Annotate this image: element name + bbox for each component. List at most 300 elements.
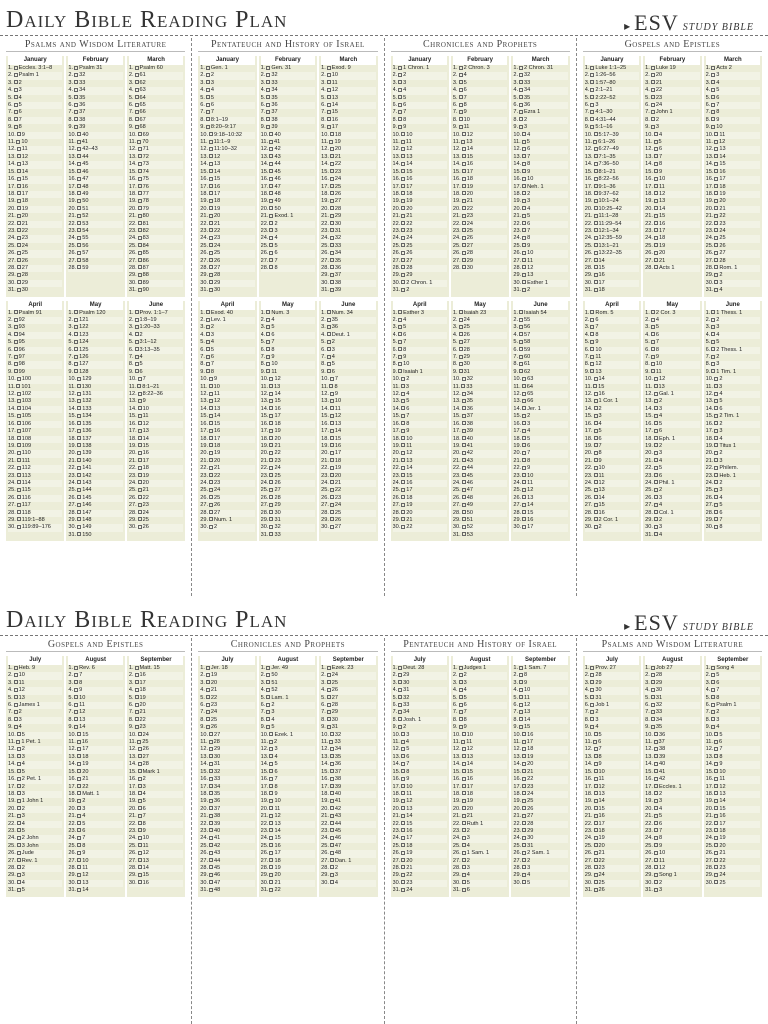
checkbox-icon[interactable]: [77, 814, 81, 818]
checkbox-icon[interactable]: [269, 480, 273, 484]
checkbox-icon[interactable]: [522, 754, 526, 758]
checkbox-icon[interactable]: [654, 532, 658, 536]
checkbox-icon[interactable]: [522, 206, 526, 210]
checkbox-icon[interactable]: [401, 258, 405, 262]
checkbox-icon[interactable]: [327, 110, 331, 114]
checkbox-icon[interactable]: [269, 177, 273, 181]
checkbox-icon[interactable]: [522, 473, 526, 477]
checkbox-icon[interactable]: [138, 525, 142, 529]
checkbox-icon[interactable]: [17, 199, 21, 203]
checkbox-icon[interactable]: [138, 754, 142, 758]
checkbox-icon[interactable]: [266, 310, 270, 314]
checkbox-icon[interactable]: [74, 95, 78, 99]
checkbox-icon[interactable]: [654, 162, 658, 166]
checkbox-icon[interactable]: [327, 355, 331, 359]
checkbox-icon[interactable]: [135, 666, 139, 670]
checkbox-icon[interactable]: [16, 140, 20, 144]
checkbox-icon[interactable]: [462, 458, 466, 462]
checkbox-icon[interactable]: [519, 725, 523, 729]
checkbox-icon[interactable]: [714, 258, 718, 262]
checkbox-icon[interactable]: [398, 369, 402, 373]
checkbox-icon[interactable]: [17, 451, 21, 455]
checkbox-icon[interactable]: [266, 347, 270, 351]
checkbox-icon[interactable]: [138, 747, 142, 751]
checkbox-icon[interactable]: [594, 769, 598, 773]
checkbox-icon[interactable]: [522, 777, 526, 781]
checkbox-icon[interactable]: [74, 703, 78, 707]
checkbox-icon[interactable]: [651, 80, 655, 84]
checkbox-icon[interactable]: [522, 451, 526, 455]
checkbox-icon[interactable]: [459, 103, 463, 107]
checkbox-icon[interactable]: [330, 184, 334, 188]
checkbox-icon[interactable]: [135, 318, 139, 322]
checkbox-icon[interactable]: [74, 717, 78, 721]
checkbox-icon[interactable]: [398, 95, 402, 99]
checkbox-icon[interactable]: [462, 236, 466, 240]
checkbox-icon[interactable]: [590, 673, 594, 677]
checkbox-icon[interactable]: [654, 154, 658, 158]
checkbox-icon[interactable]: [398, 703, 402, 707]
checkbox-icon[interactable]: [590, 325, 594, 329]
checkbox-icon[interactable]: [590, 110, 594, 114]
checkbox-icon[interactable]: [209, 414, 213, 418]
checkbox-icon[interactable]: [266, 717, 270, 721]
checkbox-icon[interactable]: [77, 399, 81, 403]
checkbox-icon[interactable]: [330, 495, 334, 499]
checkbox-icon[interactable]: [590, 125, 594, 129]
checkbox-icon[interactable]: [714, 243, 718, 247]
checkbox-icon[interactable]: [77, 769, 81, 773]
checkbox-icon[interactable]: [209, 384, 213, 388]
checkbox-icon[interactable]: [654, 251, 658, 255]
checkbox-icon[interactable]: [651, 95, 655, 99]
checkbox-icon[interactable]: [594, 265, 598, 269]
checkbox-icon[interactable]: [266, 666, 270, 670]
checkbox-icon[interactable]: [401, 191, 405, 195]
checkbox-icon[interactable]: [462, 265, 466, 269]
checkbox-icon[interactable]: [77, 888, 81, 892]
checkbox-icon[interactable]: [329, 740, 333, 744]
checkbox-icon[interactable]: [714, 162, 718, 166]
checkbox-icon[interactable]: [711, 103, 715, 107]
checkbox-icon[interactable]: [401, 458, 405, 462]
checkbox-icon[interactable]: [77, 488, 81, 492]
checkbox-icon[interactable]: [594, 436, 598, 440]
checkbox-icon[interactable]: [135, 103, 139, 107]
checkbox-icon[interactable]: [138, 258, 142, 262]
checkbox-icon[interactable]: [522, 191, 526, 195]
checkbox-icon[interactable]: [17, 495, 21, 499]
checkbox-icon[interactable]: [74, 673, 78, 677]
checkbox-icon[interactable]: [401, 280, 405, 284]
checkbox-icon[interactable]: [714, 154, 718, 158]
checkbox-icon[interactable]: [651, 318, 655, 322]
checkbox-icon[interactable]: [209, 858, 213, 862]
checkbox-icon[interactable]: [522, 421, 526, 425]
checkbox-icon[interactable]: [594, 806, 598, 810]
checkbox-icon[interactable]: [327, 717, 331, 721]
checkbox-icon[interactable]: [17, 784, 21, 788]
checkbox-icon[interactable]: [206, 355, 210, 359]
checkbox-icon[interactable]: [269, 851, 273, 855]
checkbox-icon[interactable]: [459, 703, 463, 707]
checkbox-icon[interactable]: [269, 732, 273, 736]
checkbox-icon[interactable]: [138, 503, 142, 507]
checkbox-icon[interactable]: [135, 673, 139, 677]
checkbox-icon[interactable]: [269, 791, 273, 795]
checkbox-icon[interactable]: [330, 147, 334, 151]
checkbox-icon[interactable]: [17, 828, 21, 832]
checkbox-icon[interactable]: [714, 784, 718, 788]
checkbox-icon[interactable]: [138, 377, 142, 381]
checkbox-icon[interactable]: [266, 355, 270, 359]
checkbox-icon[interactable]: [594, 777, 598, 781]
checkbox-icon[interactable]: [269, 754, 273, 758]
checkbox-icon[interactable]: [711, 66, 715, 70]
checkbox-icon[interactable]: [74, 362, 78, 366]
checkbox-icon[interactable]: [714, 473, 718, 477]
checkbox-icon[interactable]: [14, 318, 18, 322]
checkbox-icon[interactable]: [401, 147, 405, 151]
checkbox-icon[interactable]: [462, 747, 466, 751]
checkbox-icon[interactable]: [714, 414, 718, 418]
checkbox-icon[interactable]: [209, 510, 213, 514]
checkbox-icon[interactable]: [714, 732, 718, 736]
checkbox-icon[interactable]: [462, 517, 466, 521]
checkbox-icon[interactable]: [77, 836, 81, 840]
checkbox-icon[interactable]: [462, 480, 466, 484]
checkbox-icon[interactable]: [519, 666, 523, 670]
checkbox-icon[interactable]: [654, 503, 658, 507]
checkbox-icon[interactable]: [462, 399, 466, 403]
checkbox-icon[interactable]: [77, 851, 81, 855]
checkbox-icon[interactable]: [461, 384, 465, 388]
checkbox-icon[interactable]: [519, 362, 523, 366]
checkbox-icon[interactable]: [462, 754, 466, 758]
checkbox-icon[interactable]: [266, 66, 270, 70]
checkbox-icon[interactable]: [17, 429, 21, 433]
checkbox-icon[interactable]: [327, 369, 331, 373]
checkbox-icon[interactable]: [401, 273, 405, 277]
checkbox-icon[interactable]: [74, 110, 78, 114]
checkbox-icon[interactable]: [459, 110, 463, 114]
checkbox-icon[interactable]: [74, 73, 78, 77]
checkbox-icon[interactable]: [714, 140, 718, 144]
checkbox-icon[interactable]: [17, 762, 21, 766]
checkbox-icon[interactable]: [462, 799, 466, 803]
checkbox-icon[interactable]: [401, 880, 405, 884]
checkbox-icon[interactable]: [593, 740, 597, 744]
checkbox-icon[interactable]: [714, 510, 718, 514]
checkbox-icon[interactable]: [327, 88, 331, 92]
checkbox-icon[interactable]: [327, 340, 331, 344]
checkbox-icon[interactable]: [401, 228, 405, 232]
checkbox-icon[interactable]: [77, 777, 81, 781]
checkbox-icon[interactable]: [714, 265, 718, 269]
checkbox-icon[interactable]: [594, 169, 598, 173]
checkbox-icon[interactable]: [77, 132, 81, 136]
checkbox-icon[interactable]: [522, 280, 526, 284]
checkbox-icon[interactable]: [398, 117, 402, 121]
checkbox-icon[interactable]: [714, 777, 718, 781]
checkbox-icon[interactable]: [14, 688, 18, 692]
checkbox-icon[interactable]: [462, 228, 466, 232]
checkbox-icon[interactable]: [398, 310, 402, 314]
checkbox-icon[interactable]: [711, 680, 715, 684]
checkbox-icon[interactable]: [654, 473, 658, 477]
checkbox-icon[interactable]: [266, 80, 270, 84]
checkbox-icon[interactable]: [462, 206, 466, 210]
checkbox-icon[interactable]: [651, 666, 655, 670]
checkbox-icon[interactable]: [594, 858, 598, 862]
checkbox-icon[interactable]: [330, 399, 334, 403]
checkbox-icon[interactable]: [77, 754, 81, 758]
checkbox-icon[interactable]: [462, 888, 466, 892]
checkbox-icon[interactable]: [206, 347, 210, 351]
checkbox-icon[interactable]: [651, 717, 655, 721]
checkbox-icon[interactable]: [590, 355, 594, 359]
checkbox-icon[interactable]: [398, 73, 402, 77]
checkbox-icon[interactable]: [714, 517, 718, 521]
checkbox-icon[interactable]: [714, 762, 718, 766]
checkbox-icon[interactable]: [209, 288, 213, 292]
checkbox-icon[interactable]: [330, 814, 334, 818]
checkbox-icon[interactable]: [266, 688, 270, 692]
checkbox-icon[interactable]: [327, 80, 331, 84]
checkbox-icon[interactable]: [459, 125, 463, 129]
checkbox-icon[interactable]: [522, 517, 526, 521]
checkbox-icon[interactable]: [209, 747, 213, 751]
checkbox-icon[interactable]: [651, 695, 655, 699]
checkbox-icon[interactable]: [594, 821, 598, 825]
checkbox-icon[interactable]: [522, 399, 526, 403]
checkbox-icon[interactable]: [138, 243, 142, 247]
checkbox-icon[interactable]: [711, 695, 715, 699]
checkbox-icon[interactable]: [17, 754, 21, 758]
checkbox-icon[interactable]: [138, 517, 142, 521]
checkbox-icon[interactable]: [209, 154, 213, 158]
checkbox-icon[interactable]: [459, 695, 463, 699]
checkbox-icon[interactable]: [17, 769, 21, 773]
checkbox-icon[interactable]: [522, 140, 526, 144]
checkbox-icon[interactable]: [74, 340, 78, 344]
checkbox-icon[interactable]: [401, 154, 405, 158]
checkbox-icon[interactable]: [330, 443, 334, 447]
checkbox-icon[interactable]: [711, 717, 715, 721]
checkbox-icon[interactable]: [135, 80, 139, 84]
checkbox-icon[interactable]: [654, 140, 658, 144]
checkbox-icon[interactable]: [714, 814, 718, 818]
checkbox-icon[interactable]: [209, 228, 213, 232]
checkbox-icon[interactable]: [269, 747, 273, 751]
checkbox-icon[interactable]: [269, 495, 273, 499]
checkbox-icon[interactable]: [654, 458, 658, 462]
checkbox-icon[interactable]: [401, 169, 405, 173]
checkbox-icon[interactable]: [209, 806, 213, 810]
checkbox-icon[interactable]: [206, 717, 210, 721]
checkbox-icon[interactable]: [206, 310, 210, 314]
checkbox-icon[interactable]: [462, 525, 466, 529]
checkbox-icon[interactable]: [459, 95, 463, 99]
checkbox-icon[interactable]: [77, 214, 81, 218]
checkbox-icon[interactable]: [593, 140, 597, 144]
checkbox-icon[interactable]: [135, 310, 139, 314]
checkbox-icon[interactable]: [462, 177, 466, 181]
checkbox-icon[interactable]: [77, 858, 81, 862]
checkbox-icon[interactable]: [522, 480, 526, 484]
checkbox-icon[interactable]: [714, 436, 718, 440]
checkbox-icon[interactable]: [398, 717, 402, 721]
checkbox-icon[interactable]: [594, 154, 598, 158]
checkbox-icon[interactable]: [401, 740, 405, 744]
checkbox-icon[interactable]: [14, 310, 18, 314]
checkbox-icon[interactable]: [14, 125, 18, 129]
checkbox-icon[interactable]: [269, 214, 273, 218]
checkbox-icon[interactable]: [401, 843, 405, 847]
checkbox-icon[interactable]: [711, 332, 715, 336]
checkbox-icon[interactable]: [462, 732, 466, 736]
checkbox-icon[interactable]: [590, 717, 594, 721]
checkbox-icon[interactable]: [519, 688, 523, 692]
checkbox-icon[interactable]: [651, 66, 655, 70]
checkbox-icon[interactable]: [654, 791, 658, 795]
checkbox-icon[interactable]: [462, 429, 466, 433]
checkbox-icon[interactable]: [266, 362, 270, 366]
checkbox-icon[interactable]: [398, 125, 402, 129]
checkbox-icon[interactable]: [77, 140, 81, 144]
checkbox-icon[interactable]: [590, 318, 594, 322]
checkbox-icon[interactable]: [138, 777, 142, 781]
checkbox-icon[interactable]: [522, 199, 526, 203]
checkbox-icon[interactable]: [269, 799, 273, 803]
checkbox-icon[interactable]: [77, 873, 81, 877]
checkbox-icon[interactable]: [135, 340, 139, 344]
checkbox-icon[interactable]: [330, 799, 334, 803]
checkbox-icon[interactable]: [266, 73, 270, 77]
checkbox-icon[interactable]: [266, 125, 270, 129]
checkbox-icon[interactable]: [651, 332, 655, 336]
checkbox-icon[interactable]: [206, 325, 210, 329]
checkbox-icon[interactable]: [266, 88, 270, 92]
checkbox-icon[interactable]: [206, 318, 210, 322]
checkbox-icon[interactable]: [401, 221, 405, 225]
checkbox-icon[interactable]: [522, 740, 526, 744]
checkbox-icon[interactable]: [522, 799, 526, 803]
checkbox-icon[interactable]: [330, 828, 334, 832]
checkbox-icon[interactable]: [138, 191, 142, 195]
checkbox-icon[interactable]: [654, 399, 658, 403]
checkbox-icon[interactable]: [17, 147, 21, 151]
checkbox-icon[interactable]: [711, 355, 715, 359]
checkbox-icon[interactable]: [522, 177, 526, 181]
checkbox-icon[interactable]: [519, 310, 523, 314]
checkbox-icon[interactable]: [209, 177, 213, 181]
checkbox-icon[interactable]: [269, 806, 273, 810]
checkbox-icon[interactable]: [459, 673, 463, 677]
checkbox-icon[interactable]: [74, 80, 78, 84]
checkbox-icon[interactable]: [519, 103, 523, 107]
checkbox-icon[interactable]: [462, 443, 466, 447]
checkbox-icon[interactable]: [77, 177, 81, 181]
checkbox-icon[interactable]: [522, 836, 526, 840]
checkbox-icon[interactable]: [522, 784, 526, 788]
checkbox-icon[interactable]: [462, 421, 466, 425]
checkbox-icon[interactable]: [459, 117, 463, 121]
checkbox-icon[interactable]: [714, 754, 718, 758]
checkbox-icon[interactable]: [17, 132, 21, 136]
checkbox-icon[interactable]: [590, 80, 594, 84]
checkbox-icon[interactable]: [269, 880, 273, 884]
checkbox-icon[interactable]: [714, 399, 718, 403]
checkbox-icon[interactable]: [77, 251, 81, 255]
checkbox-icon[interactable]: [266, 710, 270, 714]
checkbox-icon[interactable]: [206, 703, 210, 707]
checkbox-icon[interactable]: [138, 406, 142, 410]
checkbox-icon[interactable]: [714, 503, 718, 507]
checkbox-icon[interactable]: [594, 414, 598, 418]
checkbox-icon[interactable]: [138, 177, 142, 181]
checkbox-icon[interactable]: [519, 318, 523, 322]
checkbox-icon[interactable]: [459, 88, 463, 92]
checkbox-icon[interactable]: [327, 703, 331, 707]
checkbox-icon[interactable]: [138, 199, 142, 203]
checkbox-icon[interactable]: [522, 169, 526, 173]
checkbox-icon[interactable]: [77, 458, 81, 462]
checkbox-icon[interactable]: [330, 747, 334, 751]
checkbox-icon[interactable]: [654, 236, 658, 240]
checkbox-icon[interactable]: [209, 280, 213, 284]
checkbox-icon[interactable]: [269, 466, 273, 470]
checkbox-icon[interactable]: [77, 806, 81, 810]
checkbox-icon[interactable]: [138, 414, 142, 418]
checkbox-icon[interactable]: [138, 865, 142, 869]
checkbox-icon[interactable]: [654, 228, 658, 232]
checkbox-icon[interactable]: [77, 154, 81, 158]
checkbox-icon[interactable]: [209, 466, 213, 470]
checkbox-icon[interactable]: [269, 221, 273, 225]
checkbox-icon[interactable]: [654, 421, 658, 425]
checkbox-icon[interactable]: [462, 473, 466, 477]
checkbox-icon[interactable]: [14, 695, 18, 699]
checkbox-icon[interactable]: [77, 236, 81, 240]
checkbox-icon[interactable]: [522, 458, 526, 462]
checkbox-icon[interactable]: [14, 710, 18, 714]
checkbox-icon[interactable]: [711, 340, 715, 344]
checkbox-icon[interactable]: [654, 732, 658, 736]
checkbox-icon[interactable]: [209, 740, 213, 744]
checkbox-icon[interactable]: [654, 754, 658, 758]
checkbox-icon[interactable]: [269, 458, 273, 462]
checkbox-icon[interactable]: [138, 851, 142, 855]
checkbox-icon[interactable]: [590, 666, 594, 670]
checkbox-icon[interactable]: [654, 258, 658, 262]
checkbox-icon[interactable]: [654, 406, 658, 410]
checkbox-icon[interactable]: [398, 110, 402, 114]
checkbox-icon[interactable]: [459, 340, 463, 344]
checkbox-icon[interactable]: [462, 814, 466, 818]
checkbox-icon[interactable]: [77, 199, 81, 203]
checkbox-icon[interactable]: [269, 814, 273, 818]
checkbox-icon[interactable]: [522, 384, 526, 388]
checkbox-icon[interactable]: [266, 103, 270, 107]
checkbox-icon[interactable]: [519, 703, 523, 707]
checkbox-icon[interactable]: [594, 799, 598, 803]
checkbox-icon[interactable]: [138, 273, 142, 277]
checkbox-icon[interactable]: [590, 88, 594, 92]
checkbox-icon[interactable]: [654, 377, 658, 381]
checkbox-icon[interactable]: [209, 473, 213, 477]
checkbox-icon[interactable]: [398, 680, 402, 684]
